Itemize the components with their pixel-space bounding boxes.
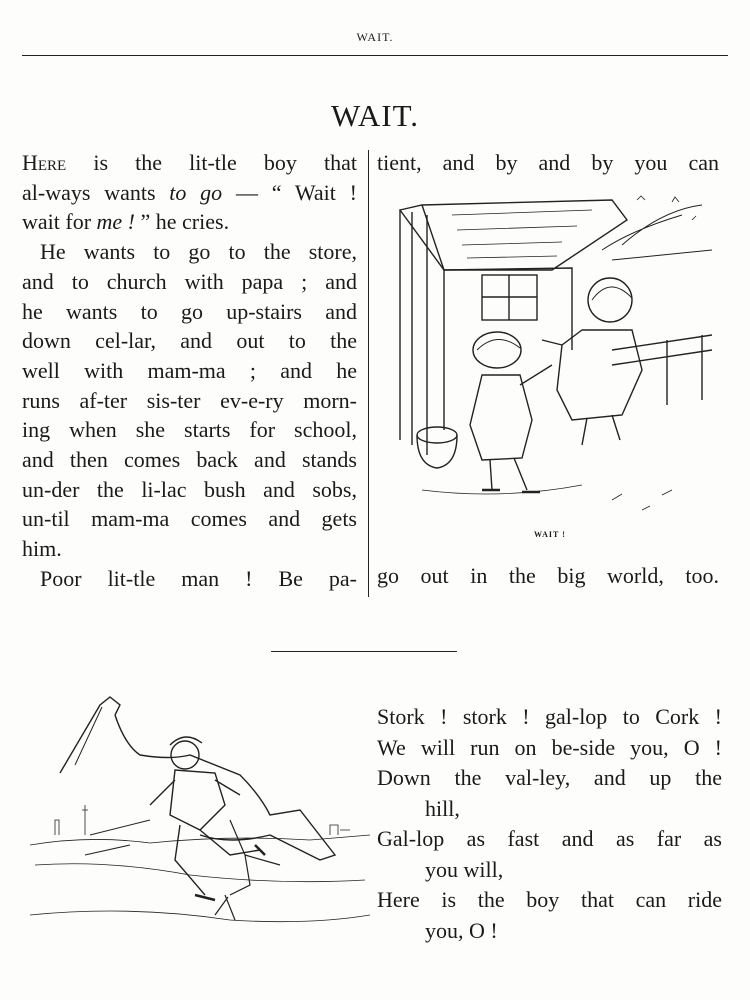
story-line: [22, 148, 357, 178]
house-roof: [400, 200, 627, 270]
text-run: un-der the li-lac bush and sobs,: [22, 476, 357, 502]
story-line: [22, 415, 357, 445]
story-line: [22, 267, 357, 297]
landscape: [30, 805, 370, 922]
poem-line: Stork ! stork ! gal-lop to Cork !: [377, 704, 722, 729]
text-run: and then comes back and stands: [22, 447, 357, 473]
illustration-caption: WAIT !: [534, 530, 566, 539]
story-line: [22, 534, 357, 564]
text-run: he wants to go up-stairs and: [22, 298, 357, 324]
story-line: [22, 356, 357, 386]
text-run: ing when she starts for school,: [22, 417, 357, 443]
story-line: [22, 178, 357, 208]
story-left-column: [22, 148, 357, 594]
text-run: is the lit-tle boy that: [66, 150, 357, 175]
italic-text: to go: [169, 179, 223, 205]
story-line: [22, 297, 357, 327]
text-run: al-ways wants: [22, 179, 170, 205]
story-title: WAIT.: [331, 98, 419, 133]
text-run: He wants to go to the store,: [40, 239, 357, 265]
story-line: go out in the big world, too.: [377, 563, 719, 588]
poem-line: Gal-lop as fast and as far as: [377, 826, 722, 851]
italic-text: me !: [96, 209, 136, 235]
poem-line: Down the val-ley, and up the: [377, 765, 722, 790]
text-run: well with mam-ma ; and he: [22, 357, 357, 383]
poem-line: Here is the boy that can ride: [377, 887, 722, 912]
pot: [417, 427, 457, 468]
story-line: [22, 564, 357, 594]
smallcaps-text: Here: [22, 150, 67, 175]
story-line: [22, 475, 357, 505]
house-wall: [400, 210, 572, 455]
text-run: un-til mam-ma comes and gets: [22, 506, 357, 532]
column-divider: [368, 150, 369, 597]
text-run: runs af-ter sis-ter ev-e-ry morn-: [22, 387, 357, 413]
story-line: tient, and by and by you can: [377, 150, 719, 175]
story-line: [22, 237, 357, 267]
text-run: and to church with papa ; and: [22, 268, 357, 294]
text-run: ” he cries.: [135, 209, 230, 235]
text-run: wait for: [22, 209, 97, 235]
poem: [377, 702, 722, 946]
poem-line: hill,: [425, 795, 460, 821]
story-line: [22, 445, 357, 475]
story-right-top: [377, 148, 719, 178]
fence: [612, 335, 712, 405]
wait-illustration: [382, 190, 720, 530]
text-run: him.: [22, 536, 62, 562]
poem-line: you will,: [425, 856, 504, 882]
text-run: down cel-lar, and out to the: [22, 328, 357, 354]
poem-line: We will run on be-side you, O !: [377, 734, 722, 760]
boy-figure: [470, 332, 552, 492]
poem-line: you, O !: [425, 917, 498, 943]
story-line: [22, 504, 357, 534]
text-run: Poor lit-tle man ! Be pa-: [40, 565, 357, 591]
story-right-bottom: [377, 561, 719, 591]
running-header: WAIT.: [356, 30, 394, 44]
header-rule: [22, 55, 728, 56]
text-run: — “ Wait !: [222, 179, 357, 205]
story-line: [22, 207, 357, 237]
story-line: [22, 386, 357, 416]
story-line: [22, 326, 357, 356]
stork-illustration: [30, 685, 370, 930]
section-rule: [271, 651, 457, 652]
ground: [422, 485, 672, 510]
tree: [602, 196, 712, 260]
sister-figure: [542, 278, 642, 445]
